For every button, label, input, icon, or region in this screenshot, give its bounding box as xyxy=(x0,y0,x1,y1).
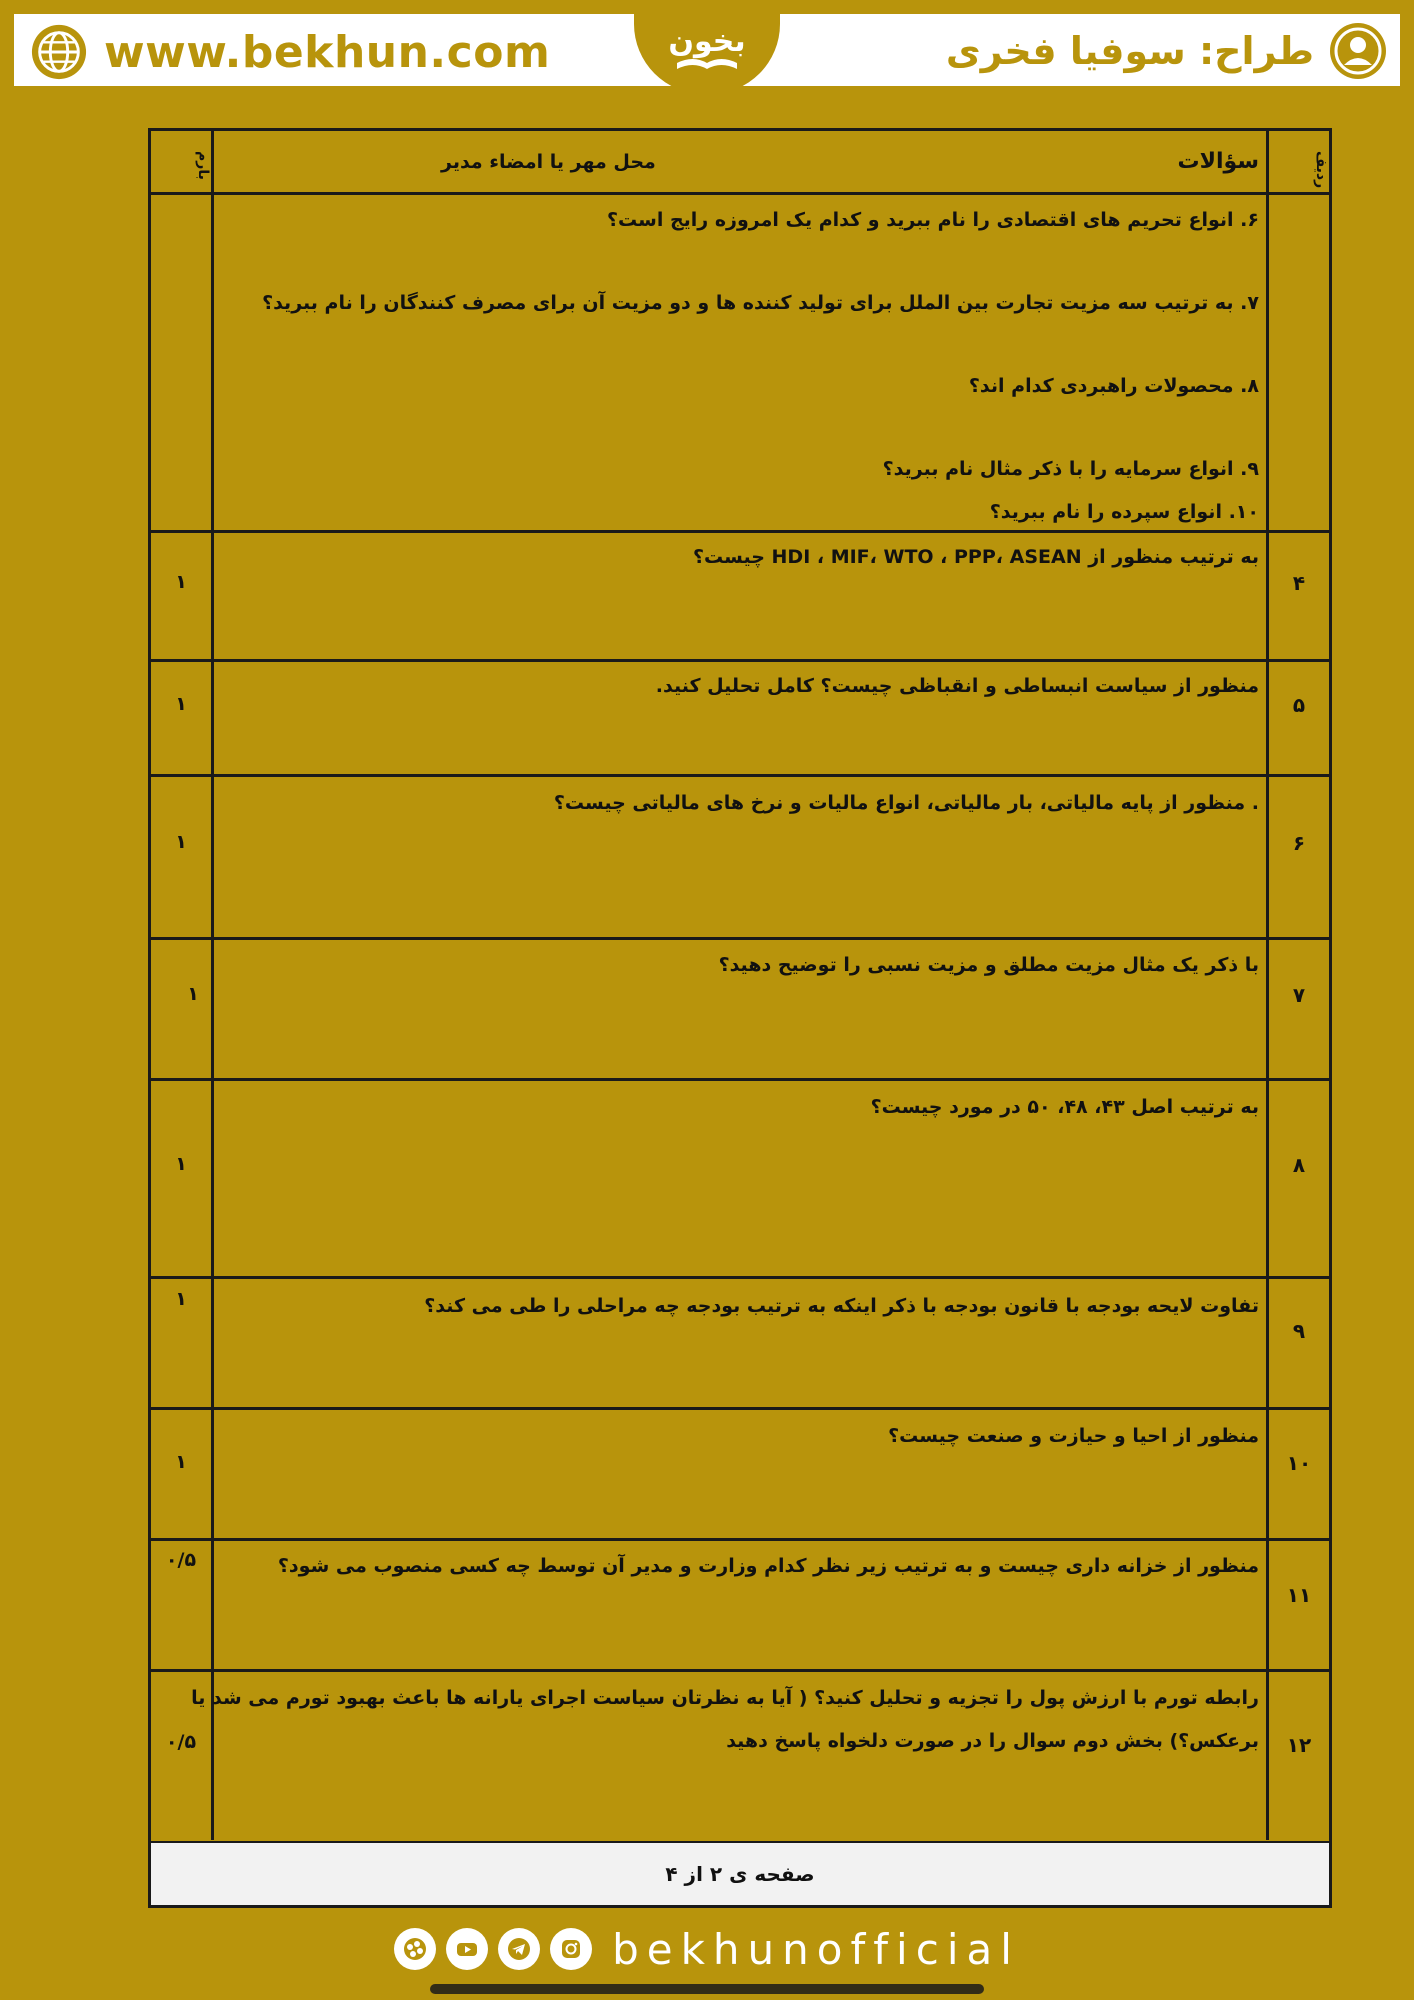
question-line: ۷. به ترتیب سه مزیت تجارت بین الملل برای تولید کننده ها و دو مزیت آن برای مصرف کنندگان را نام ببرید؟ xyxy=(262,292,1259,314)
globe-icon xyxy=(30,23,88,81)
logo-text: بخون xyxy=(668,24,746,59)
question-text: منظور از خزانه داری چیست و به ترتیب زیر نظر کدام وزارت و مدیر آن توسط چه کسی منصوب می شود؟ xyxy=(277,1555,1259,1577)
row-divider xyxy=(151,937,1329,940)
page-number: صفحه ی ۲ از ۴ xyxy=(151,1843,1329,1905)
header-score: بارم xyxy=(195,151,211,180)
row-divider xyxy=(151,1078,1329,1081)
question-text: منظور از احیا و حیازت و صنعت چیست؟ xyxy=(888,1425,1259,1447)
question-text: به ترتیب منظور از HDI ، MIF، WTO ، PPP، ASEAN چیست؟ xyxy=(692,546,1259,568)
row-divider xyxy=(151,530,1329,533)
header-stamp: محل مهر یا امضاء مدیر xyxy=(441,151,656,173)
question-score: ۱ xyxy=(175,831,187,853)
question-line: ۱۰. انواع سپرده را نام ببرید؟ xyxy=(989,501,1259,523)
question-line: ۹. انواع سرمایه را با ذکر مثال نام ببرید؟ xyxy=(882,458,1259,480)
question-score: ۰/۵ xyxy=(165,1549,197,1571)
question-number: ۱۱ xyxy=(1286,1583,1312,1607)
question-score: ۱ xyxy=(175,1153,187,1175)
header-row-number: ردیف xyxy=(1313,151,1329,189)
question-number: ۱۲ xyxy=(1286,1733,1312,1757)
question-score: ۱ xyxy=(175,693,187,715)
question-text: رابطه تورم با ارزش پول را تجزیه و تحلیل کنید؟ ( آیا به نظرتان سیاست اجرای یارانه ها باعث بهبود تورم می شد یا xyxy=(191,1687,1259,1709)
questions-table xyxy=(148,128,1332,1908)
telegram-icon[interactable] xyxy=(498,1928,540,1970)
row-divider xyxy=(151,1276,1329,1279)
row-divider xyxy=(151,659,1329,662)
question-text: تفاوت لایحه بودجه با قانون بودجه با ذکر اینکه به ترتیب بودجه چه مراحلی را طی می کند؟ xyxy=(424,1295,1259,1317)
question-number: ۱۰ xyxy=(1286,1451,1312,1475)
decorative-shadow xyxy=(430,1984,984,1994)
question-score: ۱ xyxy=(175,1288,187,1310)
question-text: . منظور از پایه مالیاتی، بار مالیاتی، انواع مالیات و نرخ های مالیاتی چیست؟ xyxy=(553,792,1259,814)
instagram-icon[interactable] xyxy=(550,1928,592,1970)
row-divider xyxy=(151,1669,1329,1672)
row-divider xyxy=(151,1538,1329,1541)
row-divider xyxy=(151,774,1329,777)
aparat-icon[interactable] xyxy=(394,1928,436,1970)
social-handle[interactable]: bekhunofficial xyxy=(612,1924,1020,1974)
question-score: ۱ xyxy=(175,571,187,593)
question-score: ۱ xyxy=(175,1451,187,1473)
question-text: با ذکر یک مثال مزیت مطلق و مزیت نسبی را توضیح دهید؟ xyxy=(718,954,1259,976)
question-number: ۹ xyxy=(1292,1319,1306,1343)
youtube-icon[interactable] xyxy=(446,1928,488,1970)
user-icon xyxy=(1328,21,1388,81)
question-score: ۰/۵ xyxy=(165,1731,197,1753)
site-url: www.bekhun.com xyxy=(104,26,551,78)
question-number: ۸ xyxy=(1292,1153,1306,1177)
question-text: برعکس؟) بخش دوم سوال را در صورت دلخواه پاسخ دهید xyxy=(726,1730,1259,1752)
row-divider xyxy=(151,192,1329,195)
question-text: به ترتیب اصل ۴۳، ۴۸، ۵۰ در مورد چیست؟ xyxy=(870,1096,1259,1118)
header-questions: سؤالات xyxy=(1177,149,1259,174)
question-line: ۶. انواع تحریم های اقتصادی را نام ببرید و کدام یک امروزه رایج است؟ xyxy=(607,209,1259,231)
question-number: ۵ xyxy=(1292,693,1306,717)
question-text: منظور از سیاست انبساطی و انقباظی چیست؟ کامل تحلیل کنید. xyxy=(655,675,1259,697)
social-bar xyxy=(398,1910,1020,1988)
question-score: ۱ xyxy=(187,983,199,1005)
question-number: ۴ xyxy=(1292,571,1306,595)
question-number: ۷ xyxy=(1292,983,1306,1007)
book-logo-icon xyxy=(659,7,755,87)
designer-name: طراح: سوفیا فخری xyxy=(945,29,1314,73)
question-line: ۸. محصولات راهبردی کدام اند؟ xyxy=(968,375,1259,397)
row-divider xyxy=(151,1407,1329,1410)
designer-credit xyxy=(946,20,1388,82)
site-link[interactable] xyxy=(30,22,550,82)
question-number: ۶ xyxy=(1292,831,1306,855)
